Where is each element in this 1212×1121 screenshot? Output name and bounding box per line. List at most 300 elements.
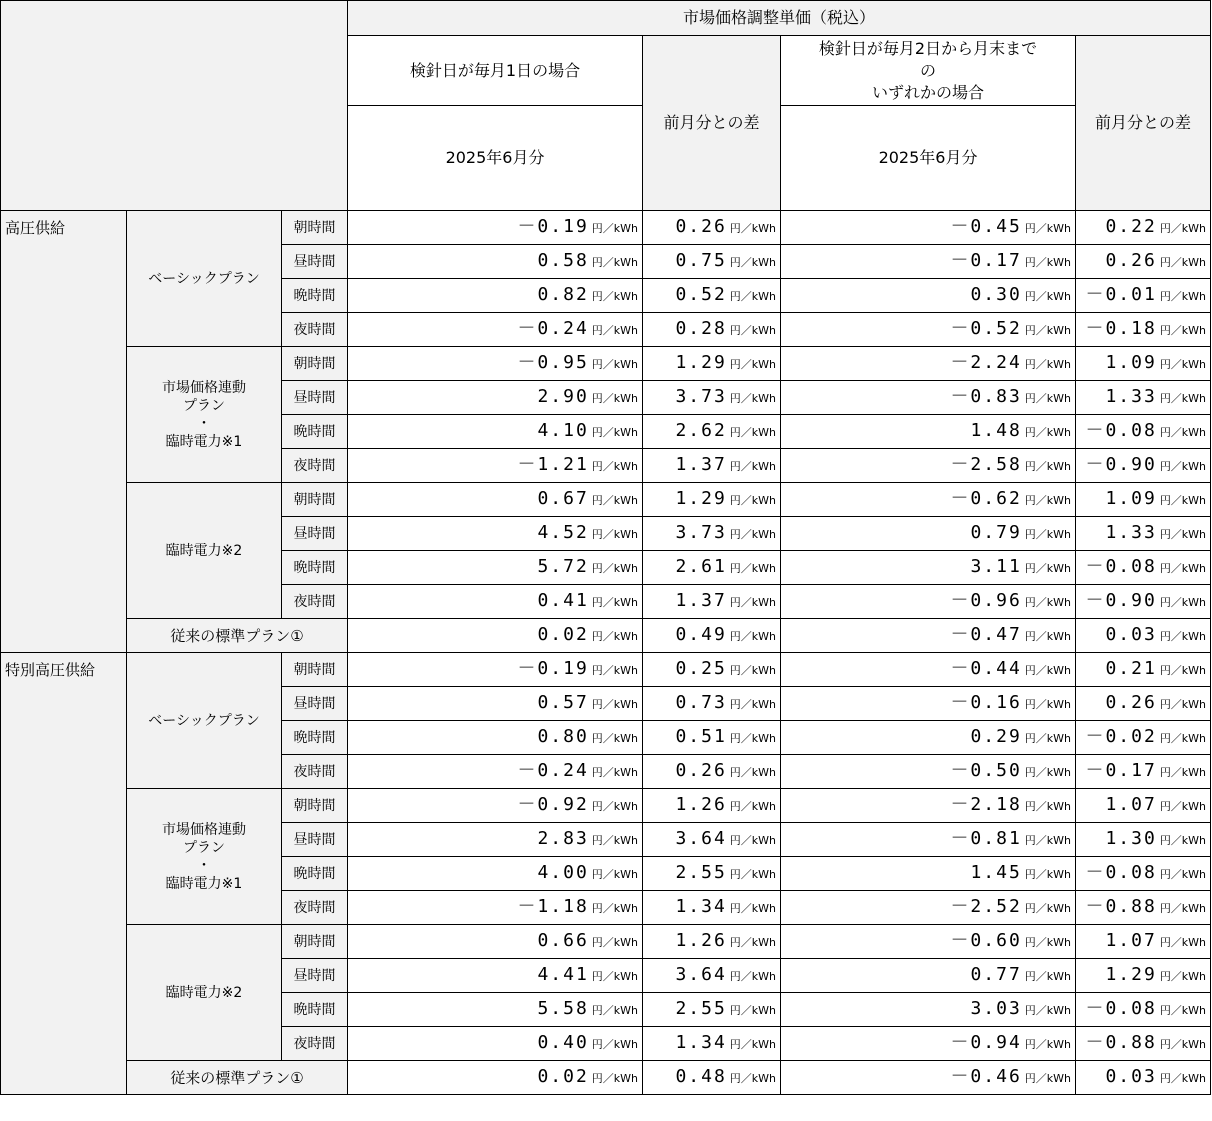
time-of-day-cell: 昼時間: [282, 823, 348, 857]
plan-name-cell: [127, 653, 282, 789]
table-row: [1, 925, 1211, 959]
value-number: 0.02: [537, 1065, 589, 1087]
value-cell: [781, 789, 1076, 823]
value-unit: 円／kWh: [1024, 595, 1072, 609]
value-unit: 円／kWh: [1159, 799, 1207, 813]
value-number: 1.29: [675, 351, 727, 373]
value-unit: 円／kWh: [591, 765, 639, 779]
value-number: 1.30: [1105, 827, 1157, 849]
value-unit: 円／kWh: [729, 663, 777, 677]
value-number: 1.37: [675, 589, 727, 611]
plan-name-cell: [127, 483, 282, 619]
value-cell: [643, 687, 781, 721]
header-corner-cell: [1, 1, 348, 211]
table-row: [1, 211, 1211, 245]
time-of-day-cell: 晩時間: [282, 279, 348, 313]
value-number: 0.58: [537, 249, 589, 271]
value-cell: [643, 313, 781, 347]
value-number: 0.51: [675, 725, 727, 747]
value-unit: 円／kWh: [1024, 289, 1072, 303]
value-number: －1.18: [517, 895, 589, 917]
value-unit: 円／kWh: [591, 323, 639, 337]
value-unit: 円／kWh: [591, 1071, 639, 1085]
value-cell: [781, 687, 1076, 721]
value-number: －0.17: [950, 249, 1022, 271]
value-cell: [643, 653, 781, 687]
value-unit: 円／kWh: [1024, 561, 1072, 575]
header-diff-1: 前月分との差: [643, 36, 781, 211]
value-cell: [1076, 279, 1211, 313]
value-unit: 円／kWh: [591, 493, 639, 507]
time-of-day-cell: 晩時間: [282, 551, 348, 585]
value-cell: [348, 789, 643, 823]
plan-name-line: 市場価格連動: [162, 821, 246, 838]
value-cell: [348, 653, 643, 687]
value-cell: [1076, 993, 1211, 1027]
value-cell: [1076, 823, 1211, 857]
standard-plan-label: 従来の標準プラン①: [127, 619, 348, 653]
value-number: 0.26: [675, 215, 727, 237]
value-cell: [781, 517, 1076, 551]
value-number: －0.02: [1085, 725, 1157, 747]
value-number: 0.49: [675, 623, 727, 645]
value-unit: 円／kWh: [591, 561, 639, 575]
value-cell: [781, 279, 1076, 313]
plan-name-line: 臨時電力※1: [165, 433, 243, 450]
value-number: 0.73: [675, 691, 727, 713]
value-unit: 円／kWh: [591, 357, 639, 371]
value-number: －0.46: [950, 1065, 1022, 1087]
value-number: －0.88: [1085, 1031, 1157, 1053]
time-of-day-cell: 夜時間: [282, 891, 348, 925]
value-number: 1.37: [675, 453, 727, 475]
value-unit: 円／kWh: [591, 255, 639, 269]
value-cell: [643, 585, 781, 619]
value-number: －0.08: [1085, 555, 1157, 577]
time-of-day-cell: 朝時間: [282, 211, 348, 245]
value-cell: [1076, 687, 1211, 721]
value-unit: 円／kWh: [1159, 1071, 1207, 1085]
value-cell: [348, 245, 643, 279]
value-number: －2.24: [950, 351, 1022, 373]
plan-name-line: 臨時電力※2: [165, 984, 243, 1001]
plan-name-line: ・: [197, 415, 211, 432]
plan-name-line: 臨時電力※2: [165, 542, 243, 559]
value-unit: 円／kWh: [1024, 901, 1072, 915]
value-cell: [781, 993, 1076, 1027]
value-unit: 円／kWh: [729, 323, 777, 337]
value-unit: 円／kWh: [1159, 969, 1207, 983]
value-cell: [643, 857, 781, 891]
value-unit: 円／kWh: [729, 697, 777, 711]
table-row: [1, 789, 1211, 823]
value-cell: [643, 721, 781, 755]
value-unit: 円／kWh: [1024, 833, 1072, 847]
time-of-day-cell: 晩時間: [282, 415, 348, 449]
value-unit: 円／kWh: [1024, 459, 1072, 473]
time-of-day-cell: 朝時間: [282, 483, 348, 517]
value-number: －0.50: [950, 759, 1022, 781]
value-unit: 円／kWh: [1159, 425, 1207, 439]
value-number: 2.55: [675, 997, 727, 1019]
value-cell: [1076, 245, 1211, 279]
value-cell: [1076, 585, 1211, 619]
table-header: [1, 1, 1211, 211]
value-cell: [348, 381, 643, 415]
value-cell: [348, 687, 643, 721]
value-cell: [643, 245, 781, 279]
value-cell: [348, 415, 643, 449]
value-number: 4.41: [537, 963, 589, 985]
value-number: 1.48: [970, 419, 1022, 441]
value-number: 0.75: [675, 249, 727, 271]
value-unit: 円／kWh: [1159, 935, 1207, 949]
value-cell: [643, 347, 781, 381]
value-number: －0.60: [950, 929, 1022, 951]
value-number: 4.10: [537, 419, 589, 441]
value-number: －0.08: [1085, 997, 1157, 1019]
header-diff-2: 前月分との差: [1076, 36, 1211, 211]
value-cell: [781, 551, 1076, 585]
value-number: －0.19: [517, 657, 589, 679]
value-number: 0.26: [1105, 691, 1157, 713]
value-number: 1.33: [1105, 521, 1157, 543]
value-unit: 円／kWh: [1024, 357, 1072, 371]
value-cell: [1076, 857, 1211, 891]
value-cell: [1076, 789, 1211, 823]
value-unit: 円／kWh: [1159, 561, 1207, 575]
value-number: 0.30: [970, 283, 1022, 305]
value-cell: [348, 551, 643, 585]
value-number: －0.90: [1085, 589, 1157, 611]
value-unit: 円／kWh: [591, 969, 639, 983]
value-cell: [643, 619, 781, 653]
value-number: 1.09: [1105, 487, 1157, 509]
value-number: 0.79: [970, 521, 1022, 543]
value-cell: [1076, 211, 1211, 245]
value-cell: [643, 1061, 781, 1095]
value-number: －0.16: [950, 691, 1022, 713]
plan-name-cell: [127, 789, 282, 925]
value-unit: 円／kWh: [1159, 833, 1207, 847]
value-unit: 円／kWh: [729, 493, 777, 507]
value-unit: 円／kWh: [729, 527, 777, 541]
value-unit: 円／kWh: [1024, 221, 1072, 235]
value-unit: 円／kWh: [729, 561, 777, 575]
value-number: －0.08: [1085, 861, 1157, 883]
value-unit: 円／kWh: [729, 391, 777, 405]
header-col2-line2: の: [920, 60, 937, 80]
value-number: 0.02: [537, 623, 589, 645]
value-number: 3.64: [675, 827, 727, 849]
value-number: 0.03: [1105, 623, 1157, 645]
value-unit: 円／kWh: [591, 595, 639, 609]
value-cell: [643, 755, 781, 789]
value-unit: 円／kWh: [1024, 391, 1072, 405]
value-cell: [781, 619, 1076, 653]
value-cell: [643, 891, 781, 925]
value-unit: 円／kWh: [1024, 731, 1072, 745]
value-unit: 円／kWh: [1159, 1003, 1207, 1017]
value-number: 1.26: [675, 793, 727, 815]
value-number: 0.22: [1105, 215, 1157, 237]
value-unit: 円／kWh: [729, 221, 777, 235]
value-number: 1.09: [1105, 351, 1157, 373]
value-cell: [348, 313, 643, 347]
value-unit: 円／kWh: [591, 833, 639, 847]
value-unit: 円／kWh: [729, 629, 777, 643]
value-unit: 円／kWh: [1024, 697, 1072, 711]
value-number: 1.26: [675, 929, 727, 951]
value-cell: [643, 993, 781, 1027]
value-unit: 円／kWh: [591, 935, 639, 949]
value-unit: 円／kWh: [729, 357, 777, 371]
time-of-day-cell: 昼時間: [282, 381, 348, 415]
value-cell: [781, 755, 1076, 789]
value-cell: [348, 959, 643, 993]
value-cell: [643, 551, 781, 585]
value-unit: 円／kWh: [729, 425, 777, 439]
value-cell: [348, 483, 643, 517]
time-of-day-cell: 昼時間: [282, 959, 348, 993]
value-unit: 円／kWh: [1159, 731, 1207, 745]
value-unit: 円／kWh: [729, 935, 777, 949]
value-unit: 円／kWh: [1159, 289, 1207, 303]
value-cell: [1076, 415, 1211, 449]
time-of-day-cell: 晩時間: [282, 857, 348, 891]
value-cell: [1076, 313, 1211, 347]
value-unit: 円／kWh: [591, 629, 639, 643]
value-unit: 円／kWh: [591, 289, 639, 303]
value-unit: 円／kWh: [591, 425, 639, 439]
value-number: －0.52: [950, 317, 1022, 339]
value-unit: 円／kWh: [1159, 629, 1207, 643]
value-number: 0.57: [537, 691, 589, 713]
standard-plan-row: [1, 1061, 1211, 1095]
value-unit: 円／kWh: [1024, 629, 1072, 643]
value-cell: [781, 483, 1076, 517]
value-cell: [781, 959, 1076, 993]
value-cell: [643, 211, 781, 245]
plan-name-cell: [127, 211, 282, 347]
header-col2-line3: いずれかの場合: [872, 82, 985, 102]
time-of-day-cell: 昼時間: [282, 687, 348, 721]
value-cell: [643, 483, 781, 517]
value-unit: 円／kWh: [729, 1071, 777, 1085]
table-row: [1, 653, 1211, 687]
time-of-day-cell: 晩時間: [282, 993, 348, 1027]
value-unit: 円／kWh: [1024, 1037, 1072, 1051]
value-number: 0.48: [675, 1065, 727, 1087]
value-number: 3.11: [970, 555, 1022, 577]
value-unit: 円／kWh: [591, 527, 639, 541]
value-number: 0.29: [970, 725, 1022, 747]
value-unit: 円／kWh: [729, 969, 777, 983]
value-unit: 円／kWh: [591, 867, 639, 881]
value-number: －1.21: [517, 453, 589, 475]
value-number: －0.96: [950, 589, 1022, 611]
value-unit: 円／kWh: [1024, 935, 1072, 949]
value-cell: [1076, 449, 1211, 483]
value-number: 1.45: [970, 861, 1022, 883]
value-number: －2.18: [950, 793, 1022, 815]
value-cell: [643, 823, 781, 857]
value-unit: 円／kWh: [1159, 493, 1207, 507]
value-number: －0.92: [517, 793, 589, 815]
plan-name-line: プラン: [183, 839, 225, 856]
value-cell: [348, 619, 643, 653]
plan-name-line: ベーシックプラン: [148, 270, 260, 287]
value-unit: 円／kWh: [1159, 867, 1207, 881]
value-unit: 円／kWh: [1024, 867, 1072, 881]
value-cell: [643, 959, 781, 993]
value-unit: 円／kWh: [1159, 527, 1207, 541]
value-number: 2.55: [675, 861, 727, 883]
value-number: －0.24: [517, 759, 589, 781]
value-number: －0.94: [950, 1031, 1022, 1053]
time-of-day-cell: 夜時間: [282, 313, 348, 347]
value-cell: [348, 1027, 643, 1061]
value-unit: 円／kWh: [729, 833, 777, 847]
value-cell: [643, 381, 781, 415]
value-cell: [348, 823, 643, 857]
value-unit: 円／kWh: [1159, 663, 1207, 677]
value-number: 0.03: [1105, 1065, 1157, 1087]
value-number: 4.52: [537, 521, 589, 543]
value-cell: [643, 925, 781, 959]
value-unit: 円／kWh: [729, 1037, 777, 1051]
value-cell: [781, 891, 1076, 925]
value-unit: 円／kWh: [729, 1003, 777, 1017]
value-unit: 円／kWh: [1024, 425, 1072, 439]
value-unit: 円／kWh: [1024, 493, 1072, 507]
value-cell: [1076, 619, 1211, 653]
value-number: 1.07: [1105, 793, 1157, 815]
time-of-day-cell: 夜時間: [282, 1027, 348, 1061]
value-unit: 円／kWh: [729, 867, 777, 881]
value-number: －0.88: [1085, 895, 1157, 917]
table-row: [1, 483, 1211, 517]
value-unit: 円／kWh: [1024, 1071, 1072, 1085]
time-of-day-cell: 夜時間: [282, 755, 348, 789]
value-cell: [781, 211, 1076, 245]
value-number: －2.52: [950, 895, 1022, 917]
value-unit: 円／kWh: [1024, 255, 1072, 269]
plan-name-cell: [127, 347, 282, 483]
value-cell: [348, 211, 643, 245]
value-cell: [781, 381, 1076, 415]
value-cell: [1076, 1027, 1211, 1061]
value-cell: [348, 925, 643, 959]
value-cell: [781, 925, 1076, 959]
header-reading-day-1: 検針日が毎月1日の場合: [348, 36, 643, 106]
value-number: 0.28: [675, 317, 727, 339]
value-cell: [1076, 517, 1211, 551]
header-month-1: 2025年6月分: [348, 106, 643, 211]
value-cell: [781, 857, 1076, 891]
value-cell: [1076, 1061, 1211, 1095]
time-of-day-cell: 夜時間: [282, 585, 348, 619]
value-cell: [1076, 347, 1211, 381]
value-cell: [348, 279, 643, 313]
value-cell: [781, 245, 1076, 279]
value-number: 1.33: [1105, 385, 1157, 407]
value-number: 0.80: [537, 725, 589, 747]
value-number: －0.44: [950, 657, 1022, 679]
value-number: 0.41: [537, 589, 589, 611]
standard-plan-label: 従来の標準プラン①: [127, 1061, 348, 1095]
value-cell: [1076, 653, 1211, 687]
value-cell: [348, 857, 643, 891]
time-of-day-cell: 朝時間: [282, 347, 348, 381]
value-cell: [1076, 483, 1211, 517]
value-unit: 円／kWh: [729, 255, 777, 269]
value-cell: [348, 517, 643, 551]
value-unit: 円／kWh: [729, 901, 777, 915]
value-unit: 円／kWh: [591, 221, 639, 235]
value-number: 5.72: [537, 555, 589, 577]
value-number: －0.24: [517, 317, 589, 339]
time-of-day-cell: 朝時間: [282, 925, 348, 959]
value-number: －0.95: [517, 351, 589, 373]
value-cell: [781, 415, 1076, 449]
value-unit: 円／kWh: [591, 731, 639, 745]
value-number: 1.07: [1105, 929, 1157, 951]
value-unit: 円／kWh: [1159, 255, 1207, 269]
value-cell: [781, 823, 1076, 857]
value-cell: [781, 1061, 1076, 1095]
value-unit: 円／kWh: [729, 459, 777, 473]
supply-type-cell: 特別高圧供給: [1, 653, 127, 1095]
value-unit: 円／kWh: [1159, 221, 1207, 235]
value-unit: 円／kWh: [1024, 527, 1072, 541]
value-cell: [1076, 721, 1211, 755]
value-number: －0.17: [1085, 759, 1157, 781]
value-unit: 円／kWh: [591, 901, 639, 915]
plan-name-line: 臨時電力※1: [165, 875, 243, 892]
supply-type-cell: 高圧供給: [1, 211, 127, 653]
value-cell: [348, 755, 643, 789]
value-unit: 円／kWh: [1159, 1037, 1207, 1051]
value-number: 0.21: [1105, 657, 1157, 679]
value-cell: [781, 347, 1076, 381]
value-cell: [348, 347, 643, 381]
time-of-day-cell: 朝時間: [282, 789, 348, 823]
value-number: －0.90: [1085, 453, 1157, 475]
value-number: 1.34: [675, 1031, 727, 1053]
value-cell: [781, 1027, 1076, 1061]
value-unit: 円／kWh: [729, 731, 777, 745]
value-number: 1.29: [1105, 963, 1157, 985]
time-of-day-cell: 昼時間: [282, 245, 348, 279]
value-unit: 円／kWh: [591, 697, 639, 711]
value-number: －0.81: [950, 827, 1022, 849]
value-unit: 円／kWh: [729, 765, 777, 779]
value-cell: [348, 449, 643, 483]
value-unit: 円／kWh: [1024, 1003, 1072, 1017]
value-unit: 円／kWh: [591, 459, 639, 473]
value-cell: [1076, 551, 1211, 585]
value-number: 2.61: [675, 555, 727, 577]
table-row: [1, 347, 1211, 381]
value-cell: [348, 993, 643, 1027]
value-number: －0.08: [1085, 419, 1157, 441]
value-unit: 円／kWh: [1159, 901, 1207, 915]
value-cell: [781, 721, 1076, 755]
value-unit: 円／kWh: [729, 595, 777, 609]
plan-name-line: ベーシックプラン: [148, 712, 260, 729]
value-cell: [348, 585, 643, 619]
